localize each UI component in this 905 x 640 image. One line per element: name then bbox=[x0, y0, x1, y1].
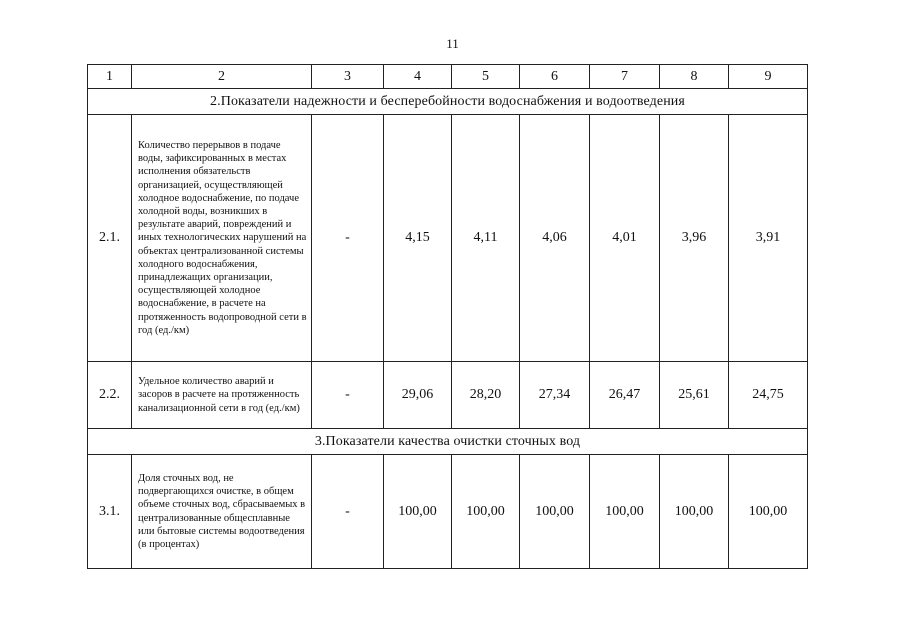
table-header-row bbox=[88, 65, 808, 89]
row-description: Удельное количество аварий и засоров в расчете на протяженность канализационной сети в год (ед./км) bbox=[132, 362, 312, 429]
header-cell: 6 bbox=[520, 65, 590, 89]
indicators-table bbox=[87, 64, 808, 569]
section-title: 2.Показатели надежности и бесперебойности водоснабжения и водоотведения bbox=[88, 89, 808, 115]
row-value: 26,47 bbox=[590, 362, 660, 429]
row-value: 100,00 bbox=[660, 455, 729, 569]
row-value: 100,00 bbox=[590, 455, 660, 569]
row-value: 27,34 bbox=[520, 362, 590, 429]
header-cell: 5 bbox=[452, 65, 520, 89]
row-index: 3.1. bbox=[88, 455, 132, 569]
section-title-row bbox=[88, 429, 808, 455]
table-row bbox=[88, 362, 808, 429]
row-description: Доля сточных вод, не подвергающихся очистке, в общем объеме сточных вод, сбрасываемых в централизованные общесплавные или бытовые системы водоотведения (в процентах) bbox=[132, 455, 312, 569]
header-cell: 1 bbox=[88, 65, 132, 89]
row-index: 2.2. bbox=[88, 362, 132, 429]
row-value: 100,00 bbox=[452, 455, 520, 569]
section-title-row bbox=[88, 89, 808, 115]
row-value: 100,00 bbox=[729, 455, 808, 569]
row-value: 3,91 bbox=[729, 115, 808, 362]
row-index: 2.1. bbox=[88, 115, 132, 362]
row-value: 100,00 bbox=[520, 455, 590, 569]
row-col3: - bbox=[312, 362, 384, 429]
header-cell: 8 bbox=[660, 65, 729, 89]
header-cell: 9 bbox=[729, 65, 808, 89]
section-title: 3.Показатели качества очистки сточных вод bbox=[88, 429, 808, 455]
table-row bbox=[88, 115, 808, 362]
row-description: Количество перерывов в подаче воды, зафиксированных в местах исполнения обязательств организацией, осуществляющей холодное водоснабжение, по подаче холодной воды, возникших в результате аварий, повреждений и иных технологических нарушений на объектах централизованной системы холодного водоснабжения, принадлежащих организации, осуществляющей холодное водоснабжение, в расчете на протяженность водопроводной сети в год (ед./км) bbox=[132, 115, 312, 362]
row-value: 29,06 bbox=[384, 362, 452, 429]
row-value: 25,61 bbox=[660, 362, 729, 429]
row-value: 24,75 bbox=[729, 362, 808, 429]
row-value: 4,15 bbox=[384, 115, 452, 362]
row-col3: - bbox=[312, 455, 384, 569]
row-value: 4,11 bbox=[452, 115, 520, 362]
row-col3: - bbox=[312, 115, 384, 362]
row-value: 3,96 bbox=[660, 115, 729, 362]
page-number: 11 bbox=[446, 36, 459, 51]
row-value: 28,20 bbox=[452, 362, 520, 429]
header-cell: 7 bbox=[590, 65, 660, 89]
header-cell: 3 bbox=[312, 65, 384, 89]
header-cell: 4 bbox=[384, 65, 452, 89]
row-value: 4,06 bbox=[520, 115, 590, 362]
header-cell: 2 bbox=[132, 65, 312, 89]
row-value: 4,01 bbox=[590, 115, 660, 362]
table-row bbox=[88, 455, 808, 569]
row-value: 100,00 bbox=[384, 455, 452, 569]
